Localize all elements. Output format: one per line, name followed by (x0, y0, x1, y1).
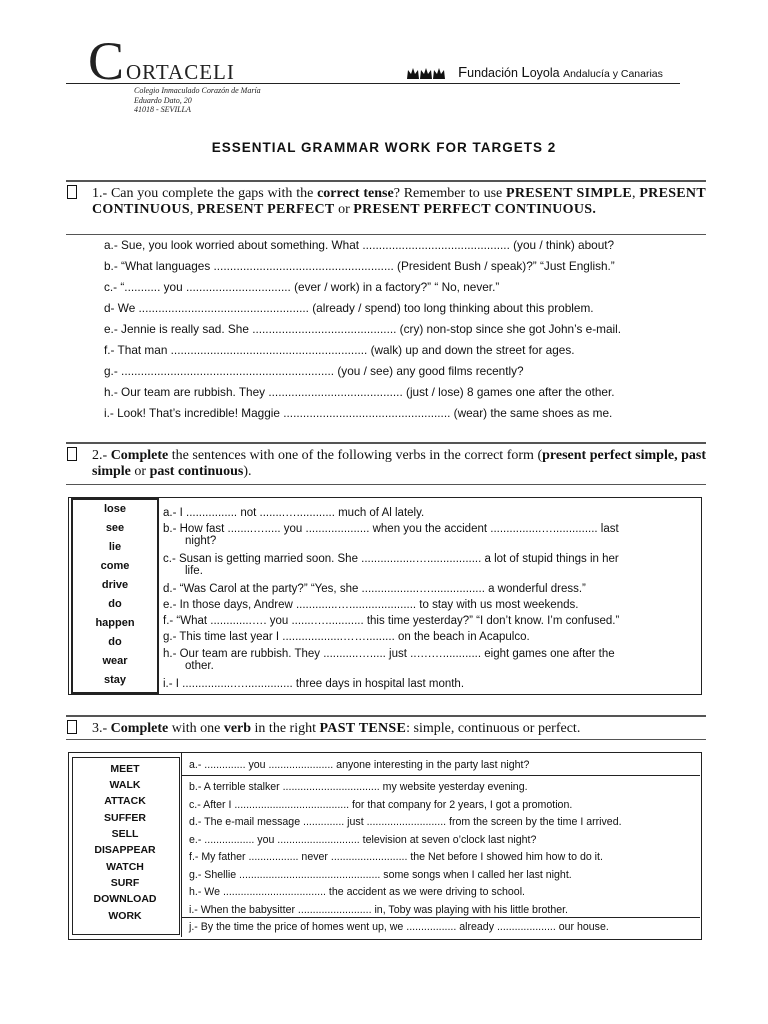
header-rule (66, 83, 680, 84)
instr-bold: verb (223, 721, 252, 736)
school-line: Eduardo Dato, 20 (134, 95, 192, 105)
region-label: Andalucía y Canarias (563, 68, 663, 80)
verb-item: happen (95, 617, 135, 629)
ex3-sentence: d.- The e-mail message .............. just ........................... from the screen by the time I arrived. (189, 816, 622, 828)
ex3-sentence: j.- By the time the price of homes went up, we ................. already .................... our house. (189, 921, 609, 933)
instr-text: 1.- Can you complete the gaps with the (92, 186, 318, 201)
ex3-sentence: b.- A terrible stalker ................................. my website yesterday evening. (189, 781, 528, 793)
ex3-sentence: g.- Shellie ................................................ some songs when I called her last night. (189, 869, 572, 881)
verb-item: lie (108, 541, 122, 553)
instr-text: : simple, continuous or perfect. (406, 721, 581, 736)
ex1-item: e.- Jennie is really sad. She ............................................ (cry) non-stop since she got John’s e-mail. (104, 322, 622, 336)
row-divider (182, 917, 700, 918)
verb-item: MEET (110, 763, 140, 775)
fundacion-crowns-icon (406, 66, 446, 80)
exercise-2-instructions (92, 448, 706, 480)
verb-item: SUFFER (104, 812, 146, 824)
page-title: ESSENTIAL GRAMMAR WORK FOR TARGETS 2 (211, 140, 557, 155)
loyola-word: oyola (529, 66, 564, 80)
instr-bold: present perfect simple, past simple (92, 448, 706, 479)
ex2-sentence (163, 615, 696, 627)
verb-item: WATCH (106, 861, 144, 873)
verb-item: do (108, 598, 122, 610)
school-address (134, 86, 261, 115)
verb-item: see (105, 522, 125, 534)
instr-bold: past continuous (149, 464, 244, 479)
checkbox-icon (67, 447, 77, 461)
ex3-sentence: h.- We ................................... the accident as we were driving to school. (189, 886, 525, 898)
verb-list-box (71, 498, 159, 694)
verb-item: WORK (108, 910, 142, 922)
verb-item: WALK (109, 779, 141, 791)
sentence-text: e.- In those days, Andrew .............…..................... to stay with us most weekends. (163, 599, 579, 611)
row-divider (182, 775, 700, 776)
verb-item: do (108, 636, 122, 648)
exercise-3-instructions (92, 721, 706, 737)
instr-text: , (189, 202, 197, 217)
ex1-item: i.- Look! That’s incredible! Maggie ................................................... (wear) the same shoes as me. (104, 406, 613, 420)
loyola-initial: L (521, 64, 530, 81)
sentence-cont: other. (185, 660, 214, 672)
school-line: Colegio Inmaculado Corazón de María (134, 86, 261, 95)
instr-text: or (334, 202, 354, 217)
verb-item: ATTACK (104, 795, 146, 807)
ex1-item: d- We .................................................... (already / spend) too long thinking about this problem. (104, 301, 594, 315)
sentence-cont: life. (185, 565, 203, 577)
ex2-sentence (163, 599, 696, 611)
ex2-sentence (163, 583, 696, 595)
exercise-2-header (66, 442, 706, 485)
sentence-text: d.- “Was Carol at the party?” “Yes, she ..................…................. a wonderful dress.” (163, 583, 586, 595)
sentence-text: c.- Susan is getting married soon. She .................…................. a lot of stupid things in her (163, 553, 619, 565)
sentence-text: g.- This time last year I ...................……......... on the beach in Acapulco. (163, 631, 530, 643)
instr-text: with one (168, 721, 224, 736)
sentence-cont: night? (185, 535, 217, 547)
verb-item: SURF (110, 877, 140, 889)
verb-item: come (100, 560, 130, 572)
ex2-sentence (163, 553, 696, 577)
verb-item: drive (101, 579, 129, 591)
instr-bold: correct tense (317, 186, 394, 201)
ex2-sentence (163, 678, 696, 690)
instr-text: or (130, 464, 150, 479)
instr-text: 2.- (92, 448, 111, 463)
verb-item: DOWNLOAD (93, 893, 157, 905)
instr-text: in the right (251, 721, 320, 736)
logo-letter-c: C (88, 31, 125, 91)
verb-item: wear (102, 655, 128, 667)
ex3-sentence: i.- When the babysitter ......................... in, Toby was playing with his little brother. (189, 904, 568, 916)
ex1-item: b.- “What languages ....................................................... (President Bush / speak)?” “Just English.” (104, 259, 615, 273)
ex2-sentence (163, 631, 696, 643)
instr-text: the sentences with one of the following verbs in the correct form ( (168, 448, 543, 463)
instr-bold: Complete (110, 448, 169, 463)
verb-item: lose (103, 503, 126, 515)
ex1-item: a.- Sue, you look worried about something. What ............................................. (you / think) about? (104, 238, 615, 252)
ex2-sentence (163, 507, 696, 519)
checkbox-icon (67, 185, 77, 199)
ex1-item: c.- “........... you ................................ (ever / work) in a factory?” “ No, never.” (104, 280, 500, 294)
sentence-text: b.- How fast ........…..... you .................... when you the accident ................….............. last (163, 523, 619, 535)
sentence-text: a.- I ................ not ........…............ much of Al lately. (163, 507, 425, 519)
school-name: ORTACELI (126, 60, 235, 84)
instr-caps: PAST TENSE (319, 721, 407, 736)
instr-bold: Complete (110, 721, 169, 736)
ex3-sentence: a.- .............. you ...................... anyone interesting in the party last night? (189, 759, 530, 771)
verb-list-box (69, 753, 182, 937)
ex2-sentence (163, 648, 696, 672)
fundacion-word: undación (467, 66, 522, 80)
ex1-item: g.- ................................................................. (you / see) any good films recently? (104, 364, 524, 378)
verb-item: SELL (111, 828, 139, 840)
ex3-sentence: f.- My father ................. never .......................... the Net before I showed him how to do it. (189, 851, 603, 863)
verb-item: stay (103, 674, 127, 686)
exercise-3-header (66, 715, 706, 740)
sentence-text: i.- I ................…............... three days in hospital last month. (163, 678, 465, 690)
verb-item: DISAPPEAR (94, 844, 156, 856)
instr-text: 3.- (92, 721, 111, 736)
fundacion-initial: F (458, 64, 468, 81)
exercise-1-header (66, 180, 706, 235)
sentence-text: h.- Our team are rubbish. They ...........…..... just ..….…............ eight games one after the (163, 648, 615, 660)
fundacion-loyola-label (458, 64, 663, 81)
ex2-sentence (163, 523, 696, 547)
exercise-1-instructions (92, 186, 706, 218)
ex1-item: f.- That man ............................................................ (walk) up and down the street for ages. (104, 343, 575, 357)
instr-text: ? Remember to use (393, 186, 507, 201)
checkbox-icon (67, 720, 77, 734)
school-line: 41018 - SEVILLA (134, 105, 191, 114)
instr-text: ). (243, 464, 252, 479)
ex3-sentence: c.- After I ....................................... for that company for 2 years, I got a promotion. (189, 799, 573, 811)
ex1-item: h.- Our team are rubbish. They ......................................... (just / lose) 8 games one after the other. (104, 385, 615, 399)
sentence-text: f.- “What .............…. you .......…............ this time yesterday?” “I don’t know. I’m confused.” (163, 615, 620, 627)
instr-caps: PRESENT PERFECT CONTINUOUS. (353, 202, 597, 217)
instr-caps: PRESENT SIMPLE (506, 186, 633, 201)
ex3-sentence: e.- ................. you ............................ television at seven o’clock last night? (189, 834, 537, 846)
instr-text: , (632, 186, 640, 201)
instr-caps: PRESENT CONTINUOUS (92, 186, 706, 217)
instr-caps: PRESENT PERFECT (196, 202, 335, 217)
